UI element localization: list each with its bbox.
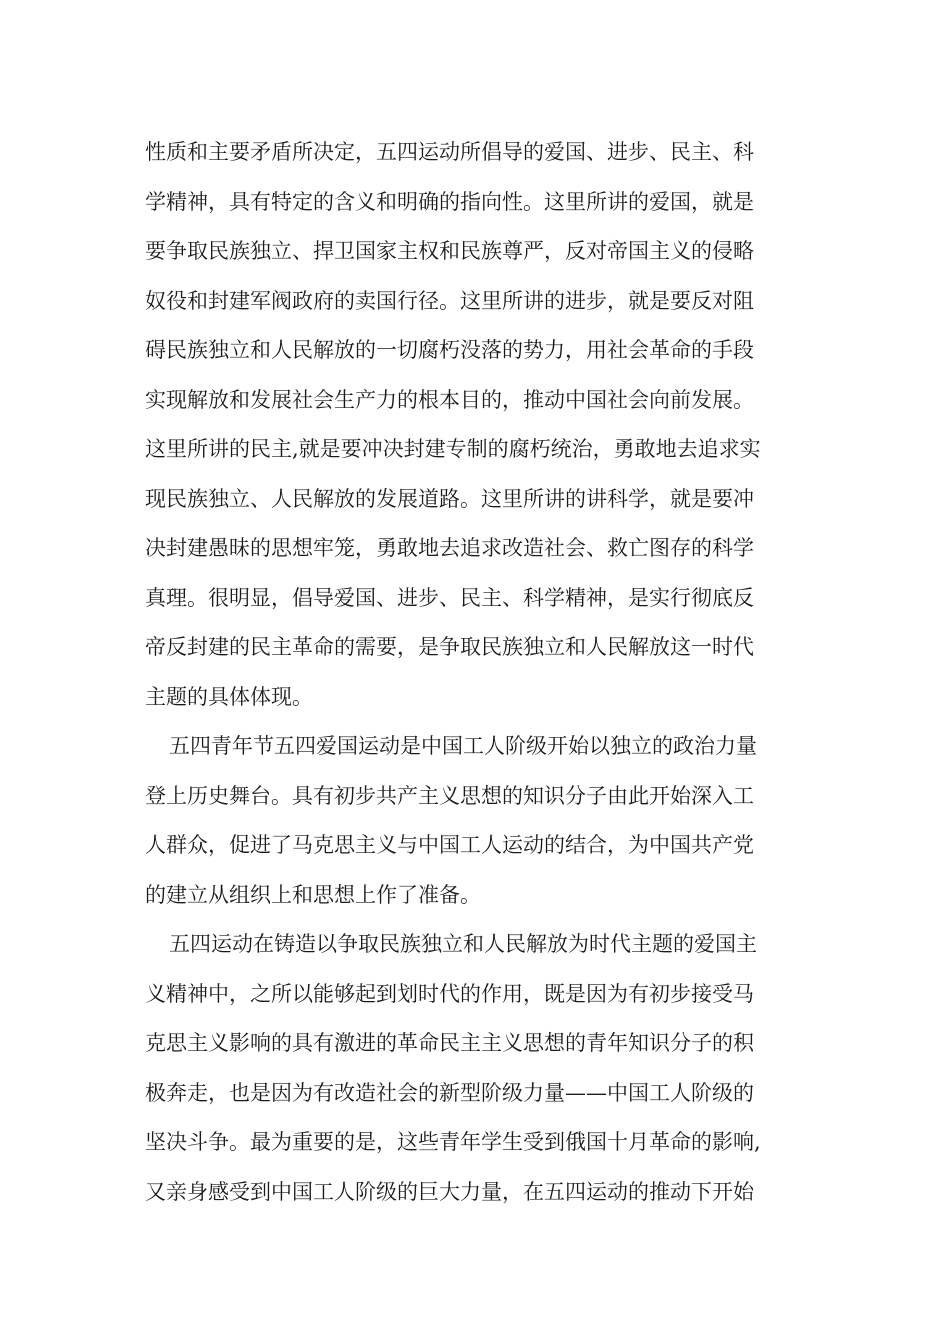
text-line: 坚决斗争。最为重要的是，这些青年学生受到俄国十月革命的影响, bbox=[145, 1130, 761, 1154]
text-line: 真理。很明显，倡导爱国、进步、民主、科学精神，是实行彻底反 bbox=[145, 585, 754, 610]
text-line: 义精神中，之所以能够起到划时代的作用，既是因为有初步接受马 bbox=[145, 981, 754, 1006]
text-line: 极奔走，也是因为有改造社会的新型阶级力量——中国工人阶级的 bbox=[145, 1080, 754, 1105]
text-line: 克思主义影响的具有激进的革命民主主义思想的青年知识分子的积 bbox=[145, 1031, 754, 1055]
text-line: 又亲身感受到中国工人阶级的巨大力量，在五四运动的推动下开始 bbox=[145, 1179, 754, 1204]
text-line: 登上历史舞台。具有初步共产主义思想的知识分子由此开始深入工 bbox=[145, 783, 754, 808]
paragraph bbox=[145, 132, 825, 726]
text-line: 奴役和封建军阀政府的卖国行径。这里所讲的进步，就是要反对阻 bbox=[145, 288, 754, 313]
text-line: 性质和主要矛盾所决定，五四运动所倡导的爱国、进步、民主、科 bbox=[145, 140, 754, 164]
text-line: 现民族独立、人民解放的发展道路。这里所讲的讲科学，就是要冲 bbox=[145, 486, 754, 511]
text-line: 学精神，具有特定的含义和明确的指向性。这里所讲的爱国，就是 bbox=[145, 189, 754, 214]
text-line: 实现解放和发展社会生产力的根本目的，推动中国社会向前发展。 bbox=[145, 387, 754, 412]
text-line: 这里所讲的民主,就是要冲决封建专制的腐朽统治，勇敢地去追求实 bbox=[145, 437, 761, 461]
text-line: 主题的具体体现。 bbox=[145, 684, 313, 709]
text-line: 要争取民族独立、捍卫国家主权和民族尊严，反对帝国主义的侵略 bbox=[145, 239, 754, 263]
paragraph bbox=[145, 924, 825, 1221]
text-line: 的建立从组织上和思想上作了准备。 bbox=[145, 882, 481, 907]
text-line: 五四青年节五四爱国运动是中国工人阶级开始以独立的政治力量 bbox=[169, 734, 757, 758]
text-line: 决封建愚昧的思想牢笼，勇敢地去追求改造社会、救亡图存的科学 bbox=[145, 536, 754, 560]
body-text bbox=[145, 132, 825, 1221]
paragraph bbox=[145, 726, 825, 924]
text-line: 帝反封建的民主革命的需要，是争取民族独立和人民解放这一时代 bbox=[145, 635, 754, 659]
text-line: 碍民族独立和人民解放的一切腐朽没落的势力，用社会革命的手段 bbox=[145, 338, 754, 362]
text-line: 人群众，促进了马克思主义与中国工人运动的结合，为中国共产党 bbox=[145, 833, 754, 857]
text-line: 五四运动在铸造以争取民族独立和人民解放为时代主题的爱国主 bbox=[169, 932, 757, 956]
